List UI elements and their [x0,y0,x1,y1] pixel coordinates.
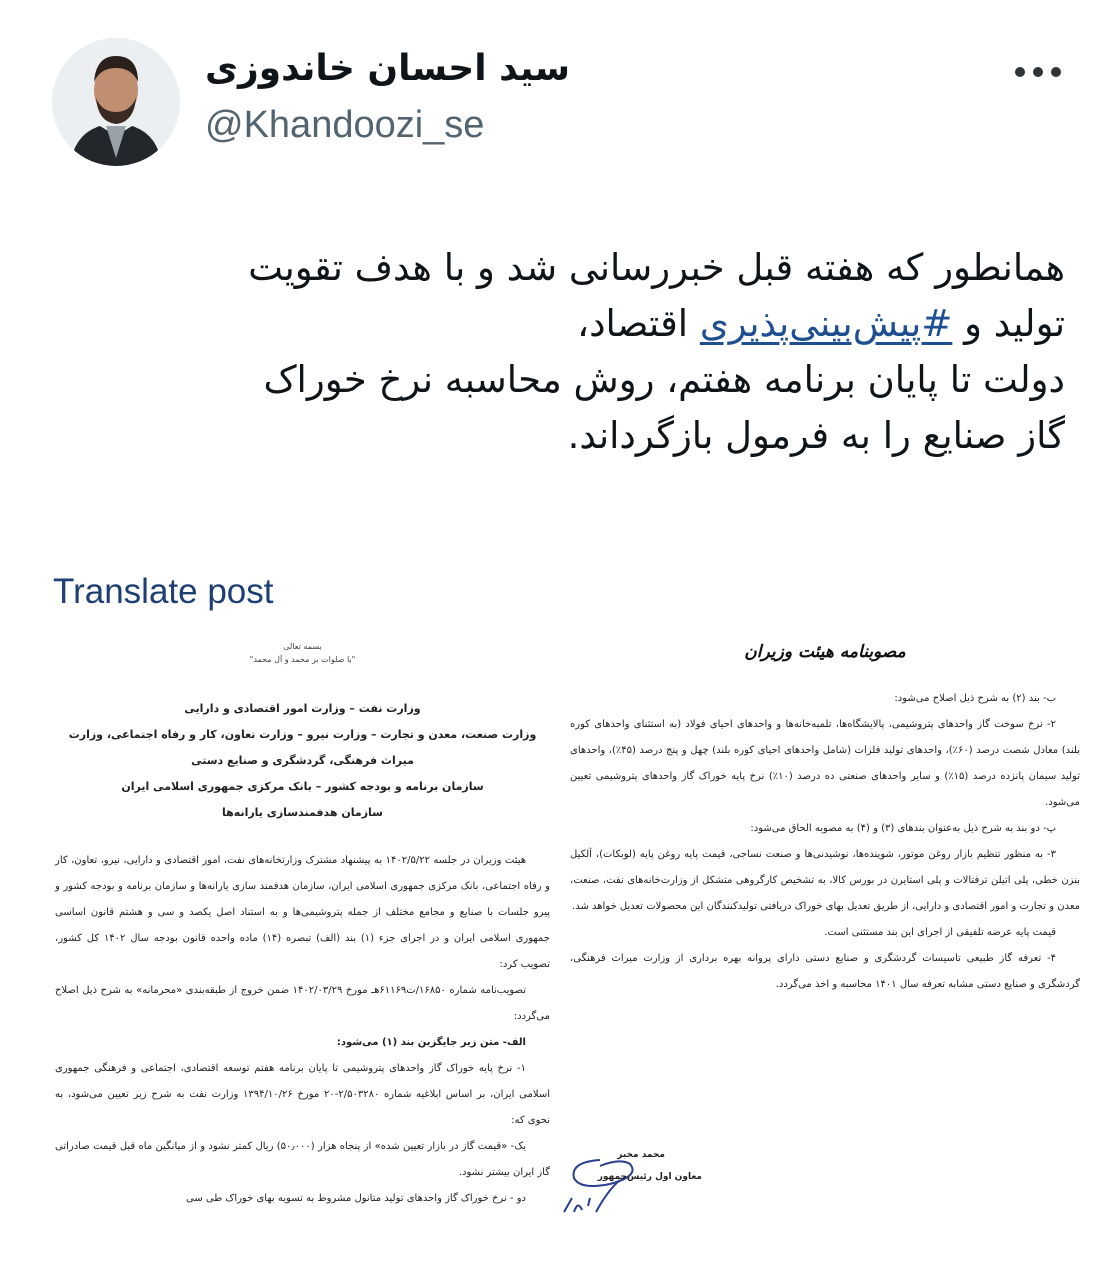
tweet-line [40,296,1065,352]
doc-recipient: وزارت نفت – وزارت امور اقتصادی و دارایی [184,702,421,715]
doc-paragraph: ۲- نرخ سوخت گاز واحدهای پتروشیمی، پالایشگاه‌ها، تلمبه‌خانه‌ها و واحدهای احیای فولاد (به استثنای واحدهای کوره بلند) معادل شصت درصد (۶۰٪)، واحدهای تولید فلزات (شامل واحدهای احیای کوره بلند) چهل و پنج درصد (۴۵٪)، واحدهای تولید سیمان پانزده درصد (۱۵٪) و سایر واحدهای صنعتی ده درصد (۱۰٪) نرخ پایه خوراک گاز واحدهای پتروشیمی تعیین می‌شود. [570,719,1080,808]
doc-paragraph: یک- «قیمت گاز در بازار تعیین شده» از پنجاه هزار (۵۰٫۰۰۰) ریال کمتر نشود و از میانگین ماه قبل قیمت صادراتی گاز ایران بیشتر نشود. [55,1141,550,1178]
translate-post-link[interactable]: Translate post [53,572,274,611]
more-horizontal-icon [1033,67,1043,77]
tweet-text [40,240,1065,464]
signatory-name: محمد مخبر [617,1150,665,1160]
doc-recipient: میراث فرهنگی، گردشگری و صنایع دستی [191,754,414,767]
tweet-line-suffix: اقتصاد، [577,302,689,345]
doc-paragraph: تصویب‌نامه شماره ۱۶۸۵۰/ت۶۱۱۶۹هـ مورخ ۱۴۰۲/۰۳/۲۹ ضمن خروج از طبقه‌بندی «محرمانه» به شرح ذیل اصلاح می‌گردد: [55,985,550,1022]
document-image-left[interactable] [55,630,550,1220]
more-options-button[interactable] [1015,60,1061,84]
more-horizontal-icon [1015,67,1025,77]
tweet-line: همانطور که هفته قبل خبررسانی شد و با هدف تقویت [248,246,1065,289]
more-horizontal-icon [1051,67,1061,77]
doc-paragraph: الف- متن زیر جایگزین بند (۱) می‌شود: [336,1037,526,1048]
signatory-title: معاون اول رئیس‌جمهور [597,1172,702,1182]
doc-paragraph: ۴- تعرفه گاز طبیعی تاسیسات گردشگری و صنایع دستی دارای پروانه بهره برداری از وزارت میراث فرهنگی، گردشگری و صنایع دستی مشابه تعرفه سال ۱۴۰۱ محاسبه و اخذ می‌گردد. [570,953,1080,990]
signature-block [560,1150,720,1220]
doc-paragraph: ب- بند (۲) به شرح ذیل اصلاح می‌شود: [894,693,1056,704]
doc-recipient: وزارت صنعت، معدن و تجارت – وزارت نیرو – وزارت تعاون، کار و رفاه اجتماعی، وزارت [68,728,537,741]
doc-paragraph: هیئت وزیران در جلسه ۱۴۰۲/۵/۲۲ به پیشنهاد مشترک وزارتخانه‌های نفت، امور اقتصادی و دارایی، نیرو، تعاون، کار و رفاه اجتماعی، بانک مرکزی جمهوری اسلامی ایران، سازمان هدفمند سازی یارانه‌ها و سازمان برنامه و بودجه کشور و پیرو جلسات با صنایع و مجامع مختلف از جمله پتروشیمی‌ها و به استناد اصل یکصد و سی و هشتم قانون اساسی جمهوری اسلامی ایران و در اجرای جزء (۱) بند (الف) تبصره (۱۴) ماده واحده قانون بودجه سال ۱۴۰۲ کل کشور، تصویب کرد: [55,855,550,970]
doc-paragraph: ۱- نرخ پایه خوراک گاز واحدهای پتروشیمی تا پایان برنامه هفتم توسعه اقتصادی، اجتماعی و فرهنگی جمهوری اسلامی ایران، بر اساس ابلاغیه شماره ۲/۵۰۳۲۸۰-۲۰ مورخ ۱۳۹۴/۱۰/۲۶ وزارت نفت به شرح زیر تعیین می‌شود، به نحوی که: [55,1063,550,1126]
user-handle[interactable]: @Khandoozi_se [205,104,485,146]
doc-recipient: سازمان هدفمندسازی یارانه‌ها [222,806,383,819]
signature-icon [560,1150,720,1220]
display-name[interactable]: سید احسان خاندوزی [205,48,570,89]
doc-paragraph: دو - نرخ خوراک گاز واحدهای تولید متانول مشروط به تسویه بهای خوراک طی سی [186,1193,526,1204]
tweet-line-prefix: تولید و [964,302,1065,345]
doc-salawat: "با صلوات بر محمد و آل محمد" [249,655,356,664]
doc-paragraph: پ- دو بند به شرح ذیل به‌عنوان بندهای (۳) و (۴) به مصوبه الحاق می‌شود: [750,823,1056,834]
tweet-line: دولت تا پایان برنامه هفتم، روش محاسبه نرخ خوراک [263,358,1065,401]
tweet-line: گاز صنایع را به فرمول بازگرداند. [567,414,1065,457]
doc-paragraph: ۳- به منظور تنظیم بازار روغن موتور، شوینده‌ها، نوشیدنی‌ها و صنعت نساجی، قیمت پایه روغن پایه (لوبکات)، آلکیل بنزن خطی، پلی اتیلن ترفتالات و پلی استایرن در بورس کالا، به تشخیص کارگروهی متشکل از وزارت‌خانه‌های نفت، صنعت، معدن و تجارت و امور اقتصادی و دارایی، از طریق تعدیل بهای خوراک دریافتی تولیدکنندگان این محصولات تعدیل خواهد شد. [570,849,1080,912]
hashtag-link[interactable]: #پیش‌بینی‌پذیری [699,302,953,345]
doc-paragraph: قیمت پایه عرضه تلفیقی از اجرای این بند مستثنی است. [824,927,1056,938]
document-image-right[interactable] [570,630,1080,1220]
doc-title: مصوبنامه هیئت وزیران [744,642,906,662]
profile-photo-icon [52,38,180,166]
doc-basmala: بسمه تعالی [283,642,322,651]
tweet-header [0,0,1108,200]
doc-recipient: سازمان برنامه و بودجه کشور – بانک مرکزی جمهوری اسلامی ایران [121,780,484,793]
avatar[interactable] [52,38,180,166]
